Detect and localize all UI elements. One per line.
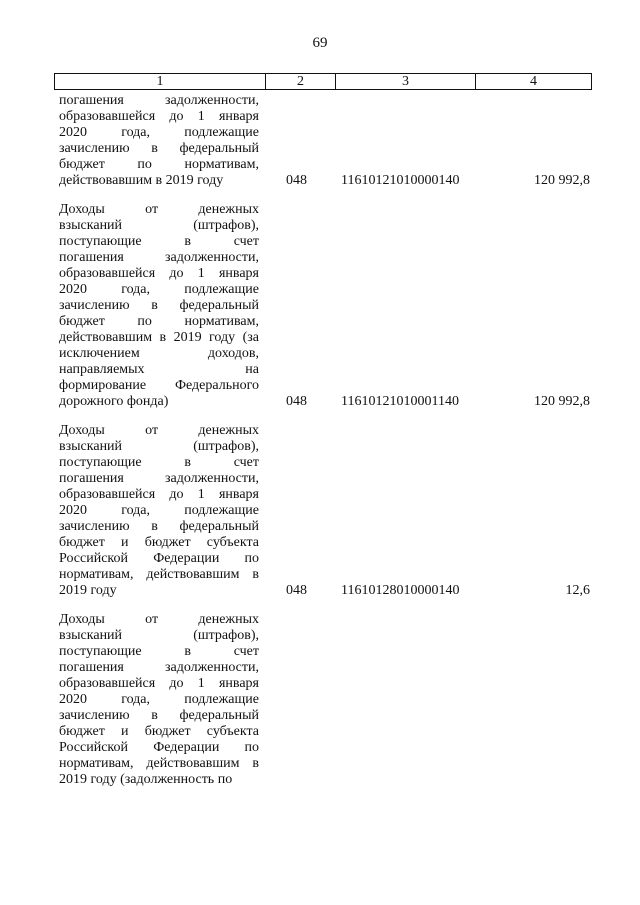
table-row [59,93,592,189]
description-line: бюджет и бюджет субъекта [59,535,259,550]
description-line: погашения задолженности, [59,471,259,486]
description-line: действовавшим в 2019 году [59,173,224,188]
header-col-1: 1 [55,74,266,89]
row-admin-code: 048 [286,583,307,598]
table-body [59,93,592,801]
row-amount: 12,6 [565,583,590,598]
description-line: исключением доходов, [59,346,259,361]
row-admin-code: 048 [286,173,307,188]
description-line: взысканий (штрафов), [59,218,259,233]
description-line: 2020 года, подлежащие [59,282,259,297]
description-line: зачислению в федеральный [59,708,259,723]
page-number: 69 [312,35,328,51]
description-line: образовавшейся до 1 января [59,109,259,124]
table-row [59,612,592,788]
header-col-3: 3 [336,74,476,89]
table-row [59,202,592,410]
description-line: погашения задолженности, [59,250,259,265]
description-line: поступающие в счет [59,234,259,249]
description-line: Российской Федерации по [59,740,259,755]
description-line: взысканий (штрафов), [59,439,259,454]
description-line: образовавшейся до 1 января [59,676,259,691]
row-amount: 120 992,8 [534,394,590,409]
description-line: Доходы от денежных [59,423,259,438]
description-line: нормативам, действовавшим в [59,567,259,582]
description-line: поступающие в счет [59,455,259,470]
description-line: образовавшейся до 1 января [59,266,259,281]
description-line: 2020 года, подлежащие [59,125,259,140]
description-line: бюджет по нормативам, [59,314,259,329]
description-line: Доходы от денежных [59,202,259,217]
row-budget-code: 11610121010001140 [341,394,459,409]
description-line: зачислению в федеральный [59,519,259,534]
table-header [54,73,592,90]
row-budget-code: 11610121010000140 [341,173,460,188]
description-line: 2020 года, подлежащие [59,503,259,518]
description-line: погашения задолженности, [59,93,259,108]
description-line: бюджет по нормативам, [59,157,259,172]
description-line: формирование Федерального [59,378,259,393]
description-line: Российской Федерации по [59,551,259,566]
row-description [59,93,259,189]
description-line: 2019 году (задолженность по [59,772,233,787]
row-description [59,612,259,788]
description-line: погашения задолженности, [59,660,259,675]
row-admin-code: 048 [286,394,307,409]
header-col-4: 4 [530,74,537,89]
row-description [59,423,259,599]
description-line: бюджет и бюджет субъекта [59,724,259,739]
description-line: зачислению в федеральный [59,298,259,313]
description-line: дорожного фонда) [59,394,169,409]
description-line: поступающие в счет [59,644,259,659]
description-line: направляемых на [59,362,259,377]
description-line: образовавшейся до 1 января [59,487,259,502]
table-row [59,423,592,599]
description-line: нормативам, действовавшим в [59,756,259,771]
row-amount: 120 992,8 [534,173,590,188]
row-budget-code: 11610128010000140 [341,583,460,598]
description-line: взысканий (штрафов), [59,628,259,643]
description-line: Доходы от денежных [59,612,259,627]
header-col-2: 2 [266,74,336,89]
description-line: 2020 года, подлежащие [59,692,259,707]
description-line: действовавшим в 2019 году (за [59,330,259,345]
description-line: зачислению в федеральный [59,141,259,156]
row-description [59,202,259,410]
description-line: 2019 году [59,583,117,598]
